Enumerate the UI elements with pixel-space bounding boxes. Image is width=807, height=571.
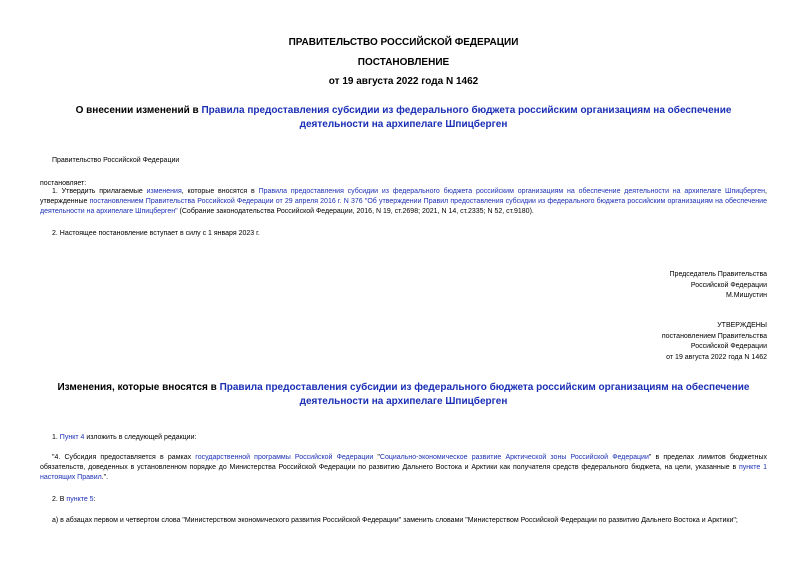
c1t-text-3: " в пределах лимитов бюджетных обязательств, доведенных в установленном порядке до Министерства Российской Федерации по развитию Дальнего Востока и Арктики как получателя средств федерального бюджета, на цели, указанные в <box>40 454 767 471</box>
changes-link[interactable]: изменения <box>146 188 182 195</box>
changes-title-prefix: Изменения, которые вносятся в <box>57 382 220 393</box>
resolution-376-link[interactable]: постановлением Правительства Российской Федерации от 29 апреля 2016 г. N 376 "Об утверждении Правил предоставления субсидии из федерального бюджета российским организациям на обеспечение деятельности на архипелаге Шпицберген" <box>40 198 767 215</box>
approved-line-4: от 19 августа 2022 года N 1462 <box>666 353 767 361</box>
c1-text-1: 1. <box>52 434 60 441</box>
c1t-text-2: " <box>373 454 380 461</box>
change-item-1 <box>52 433 196 443</box>
p1-text-4: (Собрание законодательства Российской Федерации, 2016, N 19, ст.2698; 2021, N 14, ст.2335; N 52, ст.9180). <box>177 208 534 215</box>
c2-text-2: : <box>93 496 96 503</box>
date-number-heading: от 19 августа 2022 года N 1462 <box>328 76 479 87</box>
paragraph-1 <box>40 187 767 217</box>
state-program-link[interactable]: государственной программы Российской Федерации <box>195 454 374 461</box>
point-5-link[interactable]: пункте 5 <box>66 496 94 503</box>
signature-block <box>670 270 767 302</box>
changes-title-rules-link[interactable]: Правила предоставления субсидии из федерального бюджета российским организациям на обеспечение деятельности на архипелаге Шпицберген <box>219 382 750 407</box>
p1-text-2: , которые вносятся в <box>181 188 259 195</box>
document-title <box>40 104 767 132</box>
doc-type-heading: ПОСТАНОВЛЕНИЕ <box>357 57 450 68</box>
government-heading: ПРАВИТЕЛЬСТВО РОССИЙСКОЙ ФЕДЕРАЦИИ <box>288 37 519 48</box>
signature-line-1: Председатель Правительства <box>669 271 767 278</box>
c2-text-1: 2. В <box>52 496 67 503</box>
change-item-1-text <box>40 453 767 483</box>
approved-block <box>662 321 767 363</box>
c1t-text-1: "4. Субсидия предоставляется в рамках <box>52 454 196 461</box>
arctic-development-link[interactable]: Социально-экономическое развитие Арктической зоны Российской Федерации <box>379 454 649 461</box>
p1-text-1: 1. Утвердить прилагаемые <box>52 188 147 195</box>
approved-line-3: Российской Федерации <box>690 343 767 350</box>
resolves-text: постановляет: <box>40 180 87 187</box>
rules-link[interactable]: Правила предоставления субсидии из федерального бюджета российским организациям на обеспечение деятельности на архипелаге Шпицберген <box>258 188 766 195</box>
point-1-link[interactable]: пункте 1 настоящих Правил <box>40 464 767 481</box>
c1-text-2: изложить в следующей редакции: <box>84 434 197 441</box>
title-prefix: О внесении изменений в <box>75 105 202 116</box>
change-item-2a: а) в абзацах первом и четвертом слова "Министерством экономического развития Российской Федерации" заменить словами "Министерством Российской Федерации по развитию Дальнего Востока и Арктики"; <box>52 517 738 524</box>
change-item-2 <box>52 495 96 505</box>
intro-text: Правительство Российской Федерации <box>52 157 180 164</box>
changes-title <box>50 381 757 409</box>
c1t-text-4: .". <box>101 474 109 481</box>
paragraph-2: 2. Настоящее постановление вступает в силу с 1 января 2023 г. <box>52 230 260 237</box>
signature-line-3: М.Мишустин <box>725 292 767 299</box>
signature-line-2: Российской Федерации <box>690 281 767 289</box>
point-4-link[interactable]: Пункт 4 <box>59 434 85 441</box>
title-rules-link[interactable]: Правила предоставления субсидии из федерального бюджета российским организациям на обеспечение деятельности на архипелаге Шпицберген <box>201 105 732 130</box>
p1-text-3: , утвержденные <box>40 188 767 205</box>
approved-line-2: постановлением Правительства <box>661 332 767 340</box>
approved-line-1: УТВЕРЖДЕНЫ <box>717 322 767 329</box>
